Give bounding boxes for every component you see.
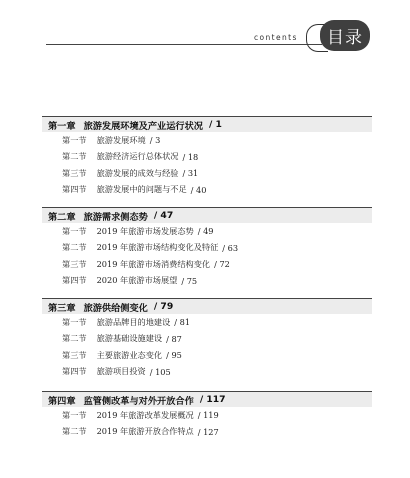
section-title: 旅游发展的成效与经验 bbox=[96, 167, 179, 178]
contents-word: contents bbox=[254, 33, 298, 42]
section-entry[interactable] bbox=[42, 331, 372, 348]
chapter-number: 第二章 bbox=[48, 211, 76, 223]
section-number: 第一节 bbox=[62, 316, 87, 327]
section-entry[interactable] bbox=[42, 182, 372, 199]
section-page: / 95 bbox=[166, 350, 182, 361]
section-page: / 75 bbox=[181, 275, 198, 286]
section-title: 旅游发展环境 bbox=[96, 134, 146, 145]
section-entry[interactable] bbox=[42, 273, 372, 290]
section-entry[interactable] bbox=[42, 407, 372, 424]
chapter-title: 旅游供给侧变化 bbox=[83, 302, 148, 314]
section-number: 第三节 bbox=[62, 167, 87, 178]
section-page: / 3 bbox=[149, 135, 161, 146]
section-number: 第二节 bbox=[62, 242, 87, 253]
section-entry[interactable] bbox=[42, 256, 372, 273]
section-title: 主要旅游业态变化 bbox=[96, 349, 163, 360]
section-title: 2019 年旅游市场消费结构变化 bbox=[96, 258, 211, 269]
chapter-page: / 1 bbox=[209, 119, 222, 130]
section-title: 旅游经济运行总体状况 bbox=[96, 151, 179, 162]
chapter-title: 监管侧改革与对外开放合作 bbox=[83, 395, 194, 407]
section-number: 第一节 bbox=[62, 409, 87, 420]
chapter-heading[interactable] bbox=[42, 116, 372, 132]
section-number: 第四节 bbox=[62, 366, 87, 377]
section-title: 旅游发展中的问题与不足 bbox=[96, 184, 187, 195]
header-rule bbox=[46, 44, 322, 45]
section-entry[interactable] bbox=[42, 364, 372, 381]
section-page: / 18 bbox=[182, 151, 199, 162]
section-entry[interactable] bbox=[42, 132, 372, 149]
section-page: / 63 bbox=[222, 242, 239, 253]
section-title: 2019 年旅游改革发展概况 bbox=[96, 409, 194, 420]
chapter-number: 第四章 bbox=[48, 395, 76, 407]
section-title: 旅游项目投资 bbox=[96, 366, 146, 377]
chapter-3 bbox=[42, 298, 372, 380]
section-number: 第一节 bbox=[62, 225, 87, 236]
section-number: 第二节 bbox=[62, 333, 87, 344]
section-number: 第二节 bbox=[62, 151, 87, 162]
section-page: / 87 bbox=[166, 333, 182, 344]
section-entry[interactable] bbox=[42, 149, 372, 166]
section-number: 第一节 bbox=[62, 134, 87, 145]
section-page: / 105 bbox=[149, 366, 171, 377]
section-entry[interactable] bbox=[42, 240, 372, 257]
chapter-number: 第一章 bbox=[48, 120, 76, 132]
chapter-page: / 117 bbox=[199, 394, 226, 405]
section-title: 旅游品牌目的地建设 bbox=[96, 316, 171, 327]
chapter-page: / 79 bbox=[153, 301, 174, 312]
section-title: 2020 年旅游市场展望 bbox=[96, 275, 178, 286]
section-number: 第三节 bbox=[62, 349, 87, 360]
section-page: / 119 bbox=[197, 410, 219, 421]
section-page: / 31 bbox=[182, 168, 199, 179]
section-entry[interactable] bbox=[42, 347, 372, 364]
section-page: / 127 bbox=[197, 426, 219, 437]
chapter-2 bbox=[42, 207, 372, 289]
section-title: 2019 年旅游市场发展态势 bbox=[96, 225, 194, 236]
section-title: 2019 年旅游开放合作特点 bbox=[96, 426, 194, 437]
section-title: 旅游基础设施建设 bbox=[96, 333, 163, 344]
section-entry[interactable] bbox=[42, 165, 372, 182]
chapter-heading[interactable] bbox=[42, 207, 372, 223]
chapter-heading[interactable] bbox=[42, 298, 372, 314]
chapter-page: / 47 bbox=[153, 210, 174, 221]
section-entry[interactable] bbox=[42, 424, 372, 441]
chapter-1 bbox=[42, 116, 372, 198]
chapter-number: 第三章 bbox=[48, 302, 76, 314]
section-number: 第三节 bbox=[62, 258, 87, 269]
chapter-4 bbox=[42, 391, 372, 440]
section-page: / 40 bbox=[190, 184, 207, 195]
section-title: 2019 年旅游市场结构变化及特征 bbox=[96, 242, 219, 253]
chapter-title: 旅游发展环境及产业运行状况 bbox=[83, 120, 203, 132]
page-header bbox=[0, 8, 410, 48]
chapter-heading[interactable] bbox=[42, 391, 372, 407]
section-entry[interactable] bbox=[42, 223, 372, 240]
section-page: / 49 bbox=[197, 226, 214, 237]
section-number: 第二节 bbox=[62, 426, 87, 437]
section-page: / 81 bbox=[174, 317, 191, 328]
section-entry[interactable] bbox=[42, 314, 372, 331]
mulu-badge: 目录 bbox=[320, 20, 370, 51]
section-page: / 72 bbox=[214, 259, 230, 270]
section-number: 第四节 bbox=[62, 184, 87, 195]
section-number: 第四节 bbox=[62, 275, 87, 286]
chapter-title: 旅游需求侧态势 bbox=[83, 211, 148, 223]
